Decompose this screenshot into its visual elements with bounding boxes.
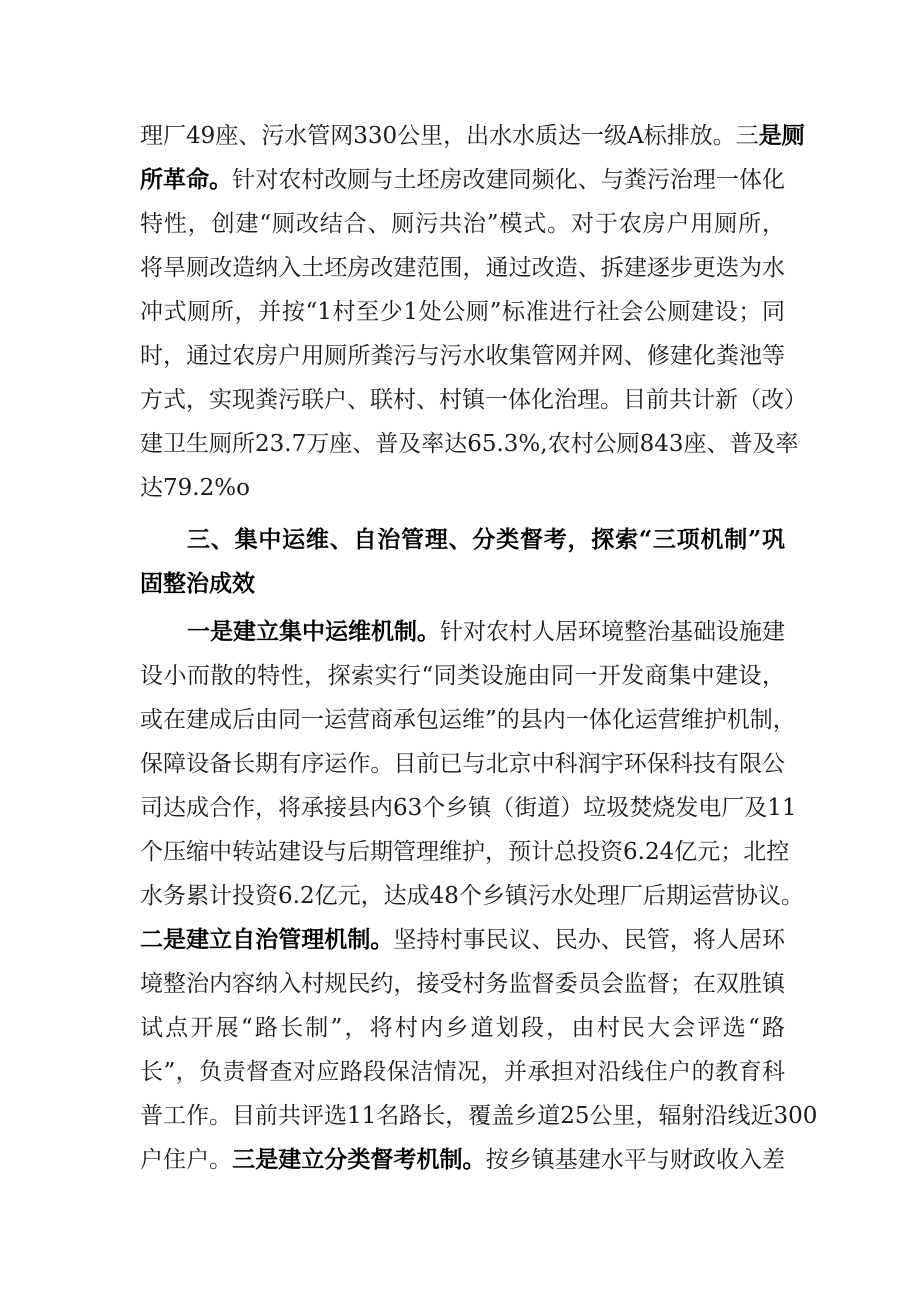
text-line: 或在建成后由同一运营商承包运维”的县内一体化运营维护机制， xyxy=(140,707,796,733)
text-line: 保障设备长期有序运作。目前已与北京中科润宇环保科技有限公 xyxy=(140,751,785,777)
text-line: 司达成合作，将承接县内63个乡镇（街道）垃圾焚烧发电厂及11 xyxy=(140,795,797,821)
text-line: 方式，实现粪污联户、联村、村镇一体化治理。目前共计新（改） xyxy=(140,387,807,413)
text-line xyxy=(140,158,785,202)
text-run: 按乡镇基建水平与财政收入差 xyxy=(485,1147,786,1173)
text-line: 冲式厕所，并按“1村至少1处公厕”标准进行社会公厕建设；同 xyxy=(140,299,785,325)
bold-run: 所革命。 xyxy=(140,166,233,193)
text-line xyxy=(140,918,785,962)
text-line: 普工作。目前共评选11名路长，覆盖乡道25公里，辐射沿线近300 xyxy=(140,1103,818,1129)
text-line: 时，通过农房户用厕所粪污与污水收集管网并网、修建化粪池等 xyxy=(140,343,785,369)
text-line: 建卫生厕所23.7万座、普及率达65.3%,农村公厕843座、普及率 xyxy=(140,431,799,457)
text-line: 将旱厕改造纳入土坯房改建范围，通过改造、拆建逐步更迭为水 xyxy=(140,255,785,281)
text-line: 设小而散的特性，探索实行“同类设施由同一开发商集中建设， xyxy=(140,663,785,689)
section-heading-line: 三、集中运维、自治管理、分类督考，探索“三项机制”巩 xyxy=(187,526,785,553)
bold-run: 二是建立自治管理机制。 xyxy=(140,926,394,953)
text-run: 理厂49座、污水管网330公里，出水水质达一级A标排放。三 xyxy=(140,123,759,149)
text-line: 达79.2%o xyxy=(140,475,250,501)
text-run: 针对农村改厕与土坯房改建同频化、与粪污治理一体化 xyxy=(232,167,786,193)
text-line: 境整治内容纳入村规民约，接受村务监督委员会监督；在双胜镇 xyxy=(140,971,785,997)
text-line: 特性，创建“厕改结合、厕污共治”模式。对于农房户用厕所， xyxy=(140,211,785,237)
text-line: 试点开展“路长制”，将村内乡道划段，由村民大会评选“路 xyxy=(140,1015,785,1041)
text-run: 坚持村事民议、民办、民管，将人居环 xyxy=(393,927,786,953)
text-line xyxy=(187,610,785,654)
bold-run: 是厕 xyxy=(758,122,805,149)
text-line: 长”，负责督查对应路段保洁情况，并承担对沿线住户的教育科 xyxy=(140,1059,785,1085)
bold-run: 一是建立集中运维机制。 xyxy=(187,618,440,645)
section-heading-line: 固整治成效 xyxy=(140,570,255,597)
bold-run: 三是建立分类督考机制。 xyxy=(232,1146,486,1173)
text-run: 户住户。 xyxy=(140,1147,233,1173)
text-line xyxy=(140,1138,785,1182)
text-run: 针对农村人居环境整治基础设施建 xyxy=(440,619,785,645)
text-line: 个压缩中转站建设与后期管理维护，预计总投资6.24亿元；北控 xyxy=(140,839,790,865)
text-line: 水务累计投资6.2亿元，达成48个乡镇污水处理厂后期运营协议。 xyxy=(140,883,804,909)
text-line xyxy=(140,114,805,158)
